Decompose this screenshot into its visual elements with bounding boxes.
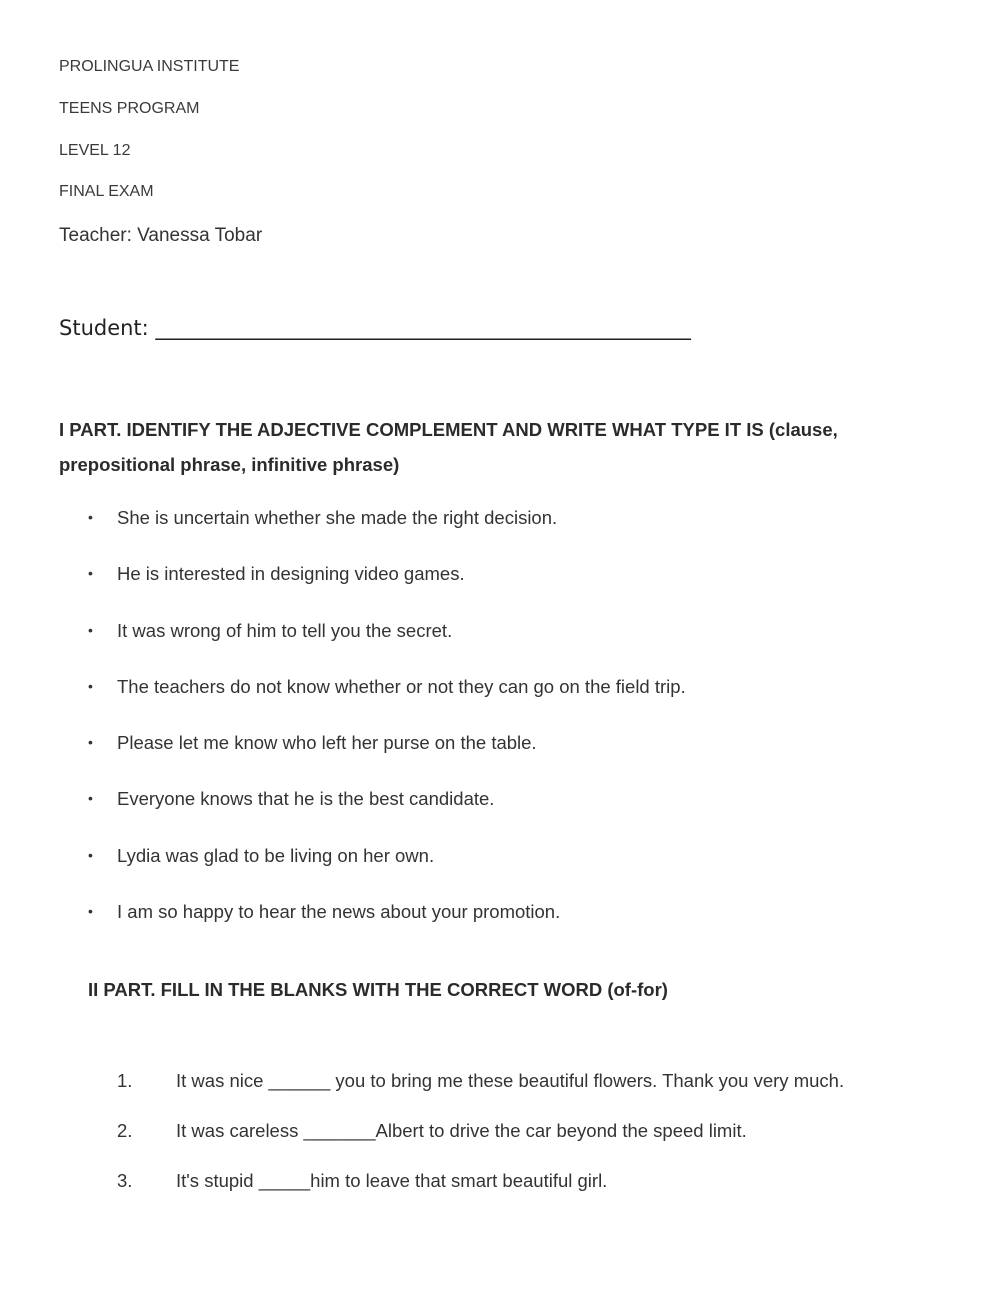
institute-name: PROLINGUA INSTITUTE [59, 58, 240, 75]
program-name: TEENS PROGRAM [59, 100, 200, 117]
level-label: LEVEL 12 [59, 142, 131, 159]
part1-item-text: The teachers do not know whether or not they can go on the field trip. [117, 676, 686, 697]
part1-item [88, 788, 494, 810]
part1-item [88, 620, 452, 642]
exam-title: FINAL EXAM [59, 183, 154, 200]
bullet-icon: • [88, 734, 93, 750]
part2-item [117, 1120, 747, 1142]
part2-item-text: It's stupid _____him to leave that smart beautiful girl. [176, 1170, 608, 1191]
part1-item [88, 901, 560, 923]
part1-item-text: Everyone knows that he is the best candidate. [117, 788, 495, 809]
bullet-icon: • [88, 678, 93, 694]
part1-item [88, 845, 434, 867]
part2-title: II PART. FILL IN THE BLANKS WITH THE CORRECT WORD (of-for) [88, 979, 668, 1000]
student-name-line: Student: ___________________________________________________ [59, 316, 691, 340]
part1-item-text: Please let me know who left her purse on the table. [117, 732, 537, 753]
part2-item-text: It was careless _______Albert to drive the car beyond the speed limit. [176, 1120, 747, 1141]
part1-item-text: He is interested in designing video games. [117, 563, 465, 584]
bullet-icon: • [88, 790, 93, 806]
bullet-icon: • [88, 565, 93, 581]
part2-item [117, 1070, 844, 1092]
part2-item [117, 1170, 607, 1192]
bullet-icon: • [88, 903, 93, 919]
item-number: 3. [117, 1170, 133, 1191]
part1-item-text: I am so happy to hear the news about your promotion. [117, 901, 561, 922]
part1-item [88, 676, 686, 698]
bullet-icon: • [88, 622, 93, 638]
item-number: 2. [117, 1120, 133, 1141]
part1-item [88, 732, 537, 754]
part1-item [88, 563, 465, 585]
part1-title: I PART. IDENTIFY THE ADJECTIVE COMPLEMENT AND WRITE WHAT TYPE IT IS (clause, prepositional phrase, infinitive phrase) [59, 419, 838, 475]
part1-item-text: She is uncertain whether she made the right decision. [117, 507, 558, 528]
part2-item-text: It was nice ______ you to bring me these beautiful flowers. Thank you very much. [176, 1070, 845, 1091]
bullet-icon: • [88, 509, 93, 525]
item-number: 1. [117, 1070, 133, 1091]
part1-item-text: Lydia was glad to be living on her own. [117, 845, 435, 866]
bullet-icon: • [88, 847, 93, 863]
part1-item [88, 507, 557, 529]
part1-item-text: It was wrong of him to tell you the secret. [117, 620, 453, 641]
teacher-name: Teacher: Vanessa Tobar [59, 225, 263, 246]
